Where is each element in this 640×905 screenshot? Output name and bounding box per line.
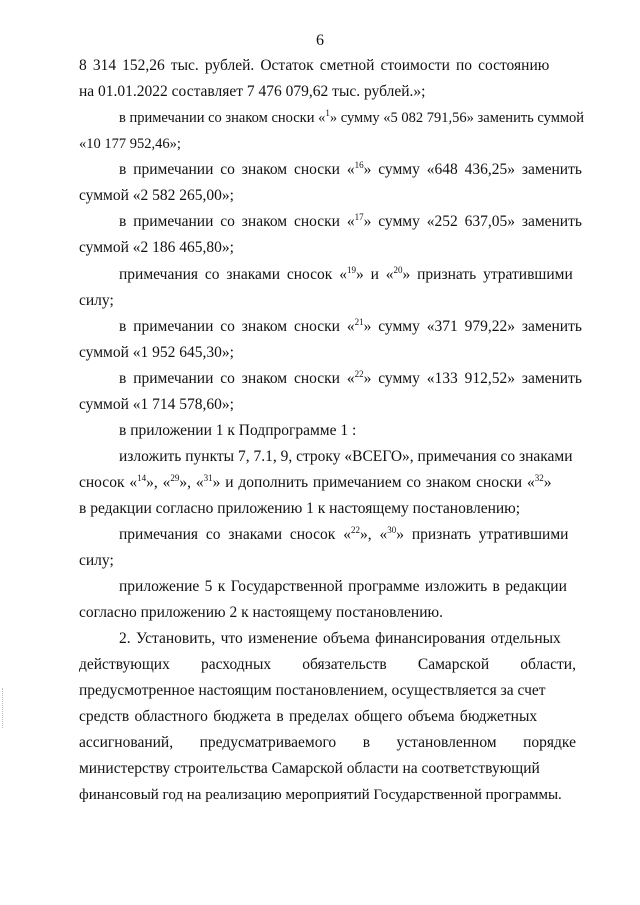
text-line: суммой «1 714 578,60»; (79, 396, 234, 413)
text-line: финансовый год на реализацию мероприятий Государственной программы. (79, 787, 562, 803)
text-line: в примечании со знаком сноски «$^{16}$» сумму «648 436,25» заменить (119, 160, 582, 178)
footnote-marker: 22 (350, 525, 360, 535)
footnote-marker: 32 (534, 473, 544, 483)
footnote-marker: 14 (137, 473, 147, 483)
page-number: 6 (316, 32, 324, 49)
text-line: на 01.01.2022 составляет 7 476 079,62 тыс. рублей.»; (79, 83, 426, 100)
text-line: «10 177 952,46»; (79, 136, 181, 152)
text-line: изложить пункты 7, 7.1, 9, строку «ВСЕГО», примечания со знаками (119, 448, 573, 465)
text-line: в примечании со знаком сноски «$^{22}$» сумму «133 912,52» заменить (119, 369, 582, 387)
text-line: в редакции согласно приложению 1 к настоящему постановлению; (79, 500, 521, 517)
text-line: согласно приложению 2 к настоящему постановлению. (79, 604, 443, 621)
footnote-marker: 1 (325, 108, 330, 118)
text-line: силу; (79, 552, 114, 569)
text-line: примечания со знаками сносок «$^{19}$» и «$^{20}$» признать утратившими (119, 265, 573, 283)
text-line: силу; (79, 292, 114, 309)
text-line: 2. Установить, что изменение объема финансирования отдельных (119, 630, 561, 647)
footnote-marker: 19 (346, 265, 356, 275)
footnote-marker: 16 (354, 160, 364, 170)
footnote-marker: 21 (354, 317, 364, 327)
scan-edge-artifact (2, 688, 5, 728)
footnote-marker: 20 (393, 265, 403, 275)
footnote-marker: 17 (354, 212, 364, 222)
text-line: министерству строительства Самарской области на соответствующий (79, 760, 540, 777)
text-line-justified: ассигнований, предусматриваемого в установленном порядке (79, 734, 576, 751)
text-line: 8 314 152,26 тыс. рублей. Остаток сметной стоимости по состоянию (79, 57, 550, 74)
text-line: в примечании со знаком сноски «$^{17}$» сумму «252 637,05» заменить (119, 212, 582, 230)
text-line: сносок «$^{14}$», «$^{29}$», «$^{31}$» и дополнить примечанием со знаком сноски «$^{32}$» (79, 473, 552, 491)
footnote-marker: 22 (354, 369, 364, 379)
footnote-marker: 29 (170, 473, 180, 483)
text-line: предусмотренное настоящим постановлением, осуществляется за счет (79, 682, 546, 699)
text-line: суммой «2 186 465,80»; (79, 239, 234, 256)
text-line: приложение 5 к Государственной программе изложить в редакции (119, 578, 567, 595)
text-line: суммой «1 952 645,30»; (79, 344, 234, 361)
text-line: примечания со знаками сносок «$^{22}$», «$^{30}$» признать утратившими (119, 525, 569, 543)
text-line: в примечании со знаком сноски «$^1$» сумму «5 082 791,56» заменить суммой (119, 108, 585, 126)
text-line: средств областного бюджета в пределах общего объема бюджетных (79, 708, 538, 725)
text-line: в приложении 1 к Подпрограмме 1 : (119, 422, 357, 439)
footnote-marker: 30 (387, 525, 397, 535)
text-line: в примечании со знаком сноски «$^{21}$» сумму «371 979,22» заменить (119, 317, 582, 335)
text-line: суммой «2 582 265,00»; (79, 187, 234, 204)
footnote-marker: 31 (203, 473, 213, 483)
text-line-justified: действующих расходных обязательств Самарской области, (79, 656, 576, 673)
